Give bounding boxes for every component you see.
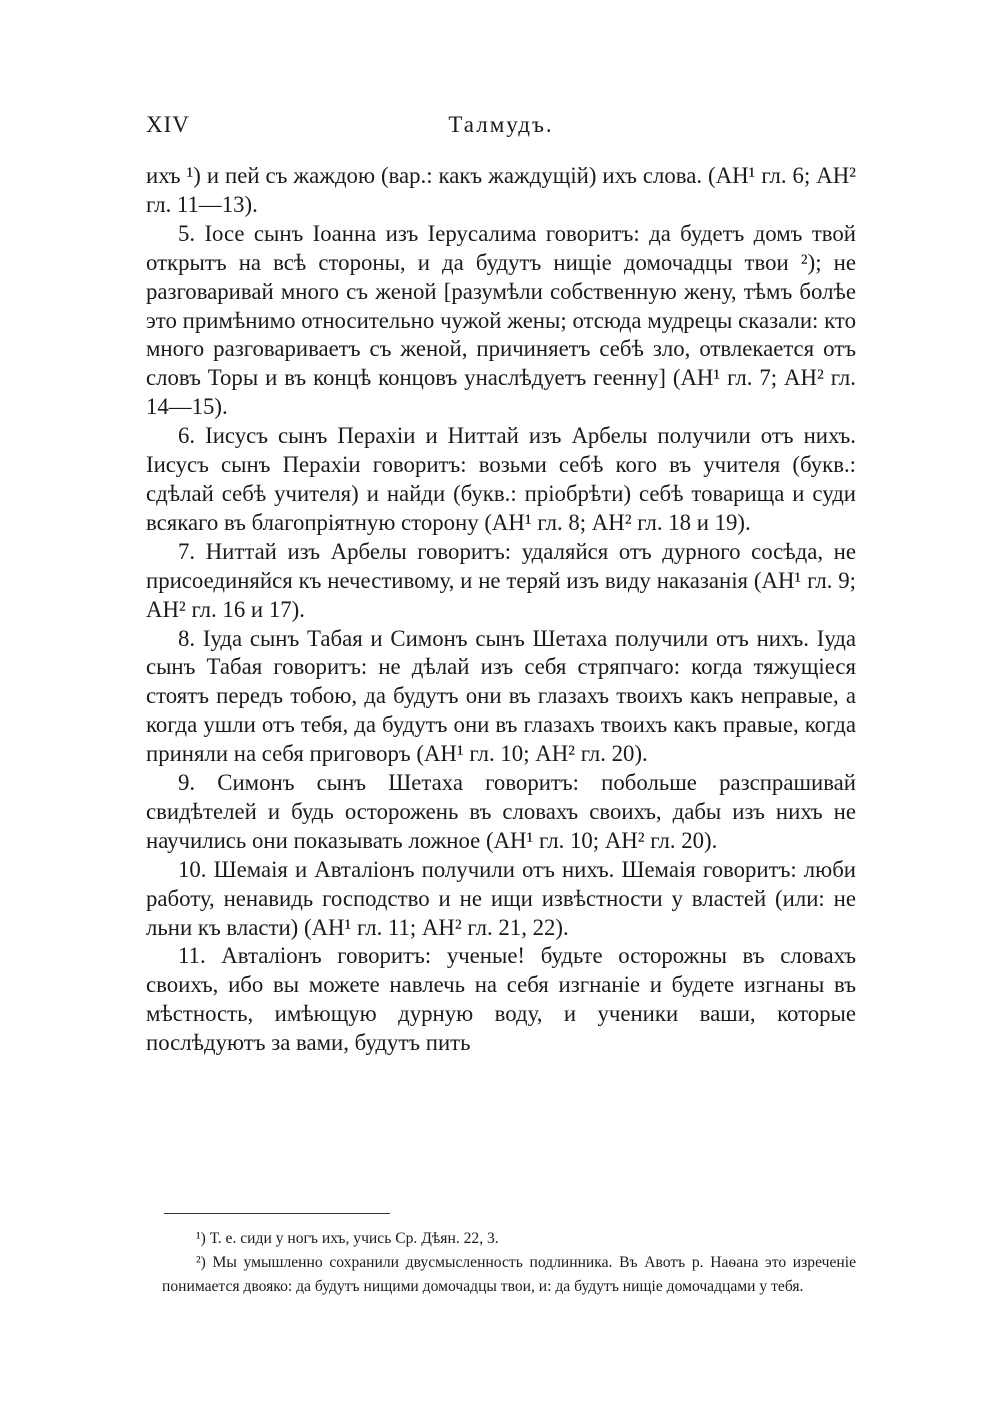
footnote-1: ¹) Т. е. сиди у ногъ ихъ, учись Ср. Дѣян. 22, 3. (196, 1230, 499, 1247)
footnote-divider (164, 1213, 390, 1214)
footnote-2: ²) Мы умышленно сохранили двусмысленность подлинника. Въ Авотъ р. Наѳана это изреченіе понимается двояко: да будутъ нищими домочадцы твои, и: да будутъ нищіе домочадцами у тебя. (162, 1254, 856, 1295)
main-text (146, 162, 856, 1058)
paragraph-6: 6. Іисусъ сынъ Перахіи и Ниттай изъ Арбелы получили отъ нихъ. Іисусъ сынъ Перахіи говоритъ: возьми себѣ кого въ учителя (букв.: сдѣлай себѣ учителя) и найди (букв.: пріобрѣти) себѣ товарища и суди всякаго въ благопріятную сторону (АН¹ гл. 8; АН² гл. 18 и 19). (146, 423, 856, 535)
page-number: XIV (146, 112, 190, 137)
paragraph-5: 5. Іосе сынъ Іоанна изъ Іерусалима говоритъ: да будетъ домъ твой открытъ на всѣ стороны, и да будутъ нищіе домочадцы твои ²); не разговаривай много съ женой [разумѣли собственную жену, тѣмъ болѣе это примѣнимо относительно чужой жены; отсюда мудрецы сказали: кто много разговариваетъ съ женой, причиняетъ себѣ зло, отвлекается отъ словъ Торы и въ концѣ концовъ унаслѣдуетъ геенну] (АН¹ гл. 7; АН² гл. 14—15). (146, 220, 856, 420)
paragraph-7: 7. Ниттай изъ Арбелы говоритъ: удаляйся отъ дурного сосѣда, не присоединяйся къ нечестивому, и не теряй изъ виду наказанія (АН¹ гл. 9; АН² гл. 16 и 17). (146, 538, 856, 622)
running-title: Талмудъ. (448, 112, 554, 137)
page-header (146, 112, 856, 144)
paragraph-8: 8. Іуда сынъ Табая и Симонъ сынъ Шетаха получили отъ нихъ. Іуда сынъ Табая говоритъ: не дѣлай изъ себя стряпчаго: когда тяжущіеся стоятъ передъ тобою, да будутъ они въ глазахъ твоихъ какъ неправые, а когда ушли отъ тебя, да будутъ они въ глазахъ твоихъ какъ правые, когда приняли на себя приговоръ (АН¹ гл. 10; АН² гл. 20). (146, 625, 856, 767)
paragraph-10: 10. Шемаія и Авталіонъ получили отъ нихъ. Шемаія говоритъ: люби работу, ненавидь господство и не ищи извѣстности у властей (или: не льни къ власти) (АН¹ гл. 11; АН² гл. 21, 22). (146, 856, 856, 940)
paragraph-continuation: ихъ ¹) и пей съ жаждою (вар.: какъ жаждущій) ихъ слова. (АН¹ гл. 6; АН² гл. 11—13). (146, 163, 856, 217)
paragraph-9: 9. Симонъ сынъ Шетаха говоритъ: побольше разспрашивай свидѣтелей и будь осторожень въ словахъ своихъ, дабы изъ нихъ не научились они показывать ложное (АН¹ гл. 10; АН² гл. 20). (146, 770, 856, 853)
paragraph-11: 11. Авталіонъ говоритъ: ученые! будьте осторожны въ словахъ своихъ, ибо вы можете навлечь на себя изгнаніе и будете изгнаны въ мѣстность, имѣющую дурную воду, и ученики ваши, которые послѣдуютъ за вами, будутъ пить (146, 943, 856, 1056)
footnotes (162, 1227, 856, 1299)
